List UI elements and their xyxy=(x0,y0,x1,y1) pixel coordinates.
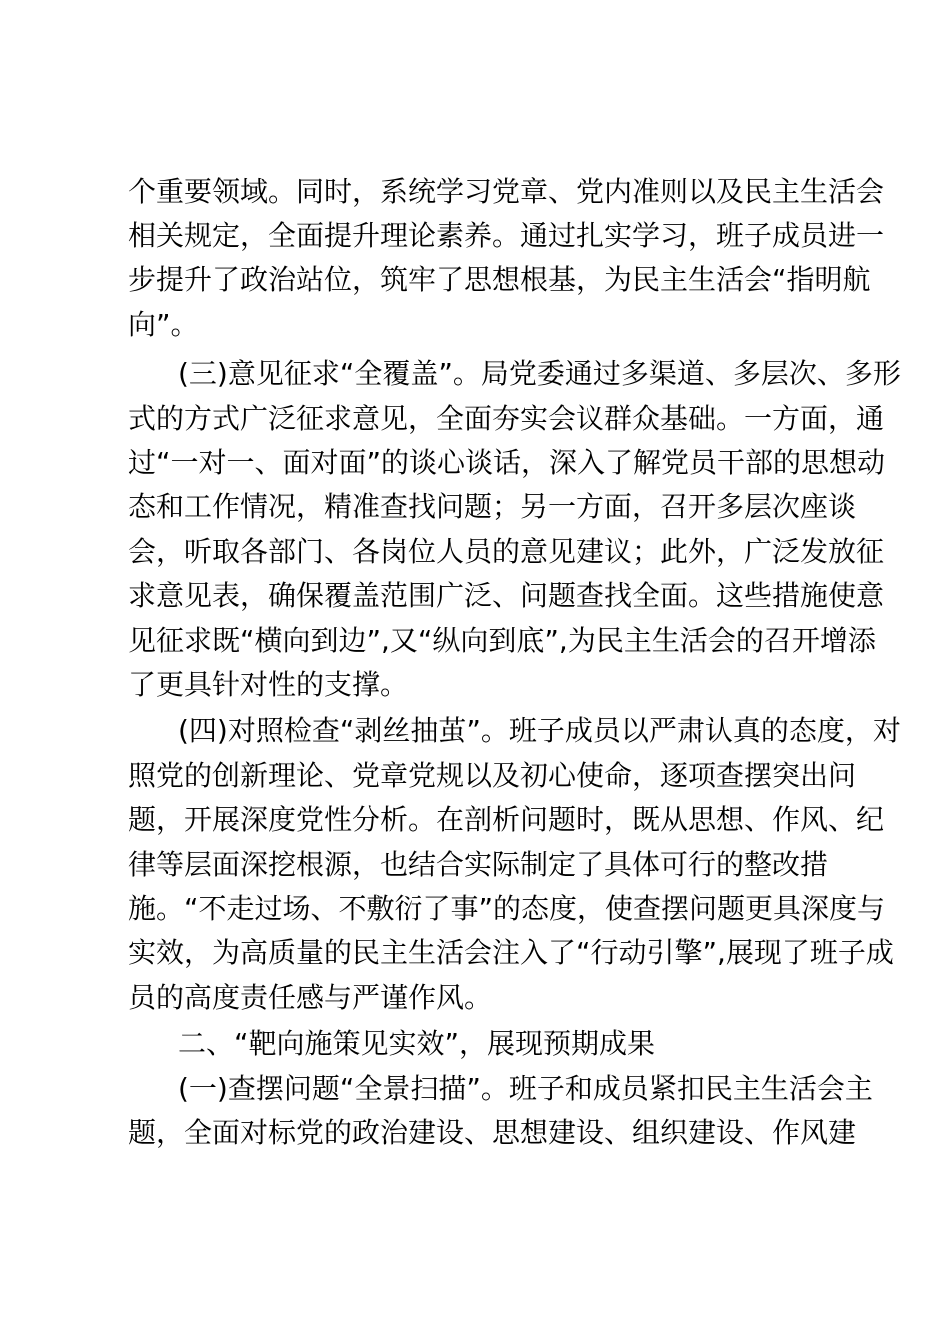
body-text-line: 相关规定，全面提升理论素养。通过扎实学习，班子成员进一 xyxy=(128,219,885,252)
body-text-line: 照党的创新理论、党章党规以及初心使命，逐项查摆突出问 xyxy=(128,759,857,792)
body-text-line: 步提升了政治站位，筑牢了思想根基，为民主生活会“指明航 xyxy=(128,263,871,296)
section-heading-line: (四)对照检查“剥丝抽茧”。班子成员以严肃认真的态度，对 xyxy=(178,714,901,747)
body-text-line: 式的方式广泛征求意见，全面夯实会议群众基础。一方面，通 xyxy=(128,402,885,435)
body-text-line: 施。“不走过场、不敷衍了事”的态度，使查摆问题更具深度与 xyxy=(128,892,886,925)
body-text-line: 会，听取各部门、各岗位人员的意见建议；此外，广泛发放征 xyxy=(128,535,885,568)
body-text-line: 律等层面深挖根源，也结合实际制定了具体可行的整改措 xyxy=(128,848,829,881)
body-text-line: 向”。 xyxy=(128,308,199,341)
body-text-line: 题，开展深度党性分析。在剖析问题时，既从思想、作风、纪 xyxy=(128,803,885,836)
body-text-line: 实效，为高质量的民主生活会注入了“行动引擎”,展现了班子成 xyxy=(128,936,894,969)
body-text-line: 个重要领域。同时，系统学习党章、党内准则以及民主生活会 xyxy=(128,175,885,208)
body-text-line: 员的高度责任感与严谨作风。 xyxy=(128,981,493,1014)
body-text-line: 见征求既“横向到边”,又“纵向到底”,为民主生活会的召开增添 xyxy=(128,624,876,657)
body-text-line: 态和工作情况，精准查找问题；另一方面，召开多层次座谈 xyxy=(128,490,857,523)
chapter-heading-line: 二、“靶向施策见实效”，展现预期成果 xyxy=(178,1027,656,1060)
body-text-line: 了更具针对性的支撑。 xyxy=(128,668,409,701)
section-heading-line: (三)意见征求“全覆盖”。局党委通过多渠道、多层次、多形 xyxy=(178,357,901,390)
body-text-line: 求意见表，确保覆盖范围广泛、问题查找全面。这些措施使意 xyxy=(128,579,885,612)
body-text-line: 题，全面对标党的政治建设、思想建设、组织建设、作风建 xyxy=(128,1116,857,1149)
body-text-line: 过“一对一、面对面”的谈心谈话，深入了解党员干部的思想动 xyxy=(128,446,886,479)
section-heading-line: (一)查摆问题“全景扫描”。班子和成员紧扣民主生活会主 xyxy=(178,1072,873,1105)
